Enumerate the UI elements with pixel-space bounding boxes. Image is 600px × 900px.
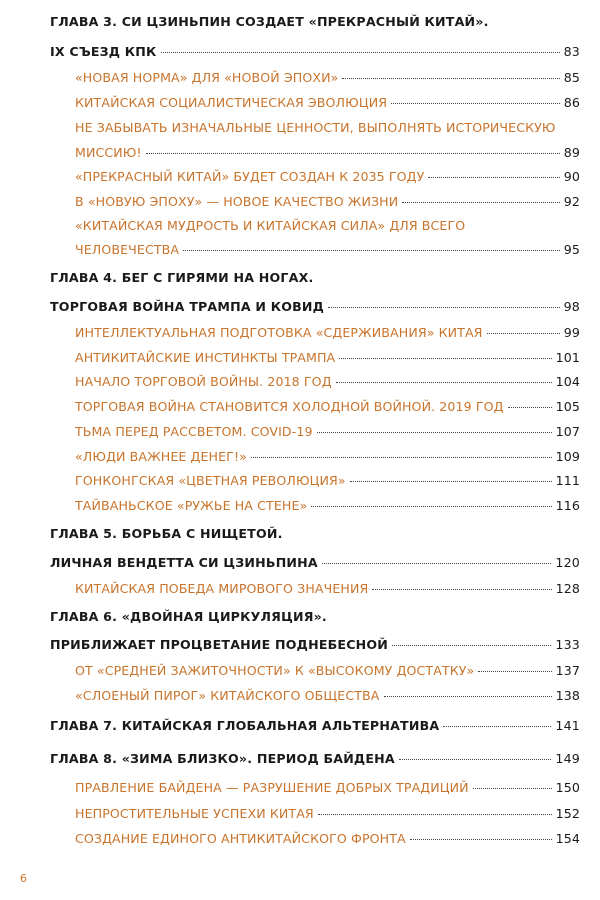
toc-entry-page: 149 [555,751,580,766]
leader-dots [508,407,552,408]
toc-entry-page: 150 [555,780,580,795]
toc-entry [75,449,580,464]
toc-entry-title: «ЛЮДИ ВАЖНЕЕ ДЕНЕГ!» [75,449,247,464]
toc-entry-page: 107 [555,424,580,439]
toc-entry-page: 120 [555,555,580,570]
toc-entry-title: «СЛОЕНЫЙ ПИРОГ» КИТАЙСКОГО ОБЩЕСТВА [75,688,380,703]
toc-entry-page: 109 [555,449,580,464]
toc-entry [50,270,580,285]
toc-entry-page: 99 [563,325,580,340]
leader-dots [428,177,559,178]
toc-entry-title: СОЗДАНИЕ ЕДИНОГО АНТИКИТАЙСКОГО ФРОНТА [75,831,406,846]
toc-entry [50,555,580,570]
toc-entry-page: 83 [563,44,580,59]
toc-entry [75,95,580,110]
toc-entry-title: НЕПРОСТИТЕЛЬНЫЕ УСПЕХИ КИТАЯ [75,806,314,821]
toc-entry [75,70,580,85]
toc-entry [75,169,580,184]
toc-entry-title: АНТИКИТАЙСКИЕ ИНСТИНКТЫ ТРАМПА [75,350,336,365]
leader-dots [350,481,552,482]
toc-entry-page: 89 [563,145,580,160]
leader-dots [391,103,560,104]
toc-entry [50,609,580,624]
toc-entry [75,145,580,160]
toc-entry-page: 152 [555,806,580,821]
toc-entry [75,688,580,703]
toc-entry [75,831,580,846]
toc-entry-page: 141 [555,718,580,733]
toc-entry [75,399,580,414]
toc-entry [50,299,580,314]
leader-dots [372,589,551,590]
toc-entry [75,806,580,821]
toc-entry-title: ТАЙВАНЬСКОЕ «РУЖЬЕ НА СТЕНЕ» [75,498,308,513]
toc-entry-title: «ПРЕКРАСНЫЙ КИТАЙ» БУДЕТ СОЗДАН К 2035 ГОДУ [75,169,425,184]
toc-entry-page: 101 [555,350,580,365]
toc-entry-page: 95 [563,242,580,257]
toc-entry-page: 138 [555,688,580,703]
leader-dots [402,202,560,203]
toc-entry-page: 116 [555,498,580,513]
leader-dots [251,457,552,458]
toc-entry [50,751,580,766]
leader-dots [336,382,552,383]
toc-entry-title: ГОНКОНГСКАЯ «ЦВЕТНАЯ РЕВОЛЮЦИЯ» [75,473,346,488]
toc-entry-page: 128 [555,581,580,596]
leader-dots [399,759,552,760]
toc-entry-title: КИТАЙСКАЯ СОЦИАЛИСТИЧЕСКАЯ ЭВОЛЮЦИЯ [75,95,388,110]
toc-entry [50,14,580,29]
toc-entry [75,242,580,257]
toc-entry [75,325,580,340]
toc-entry-title: IX СЪЕЗД КПК [50,44,157,59]
toc-entry [75,374,580,389]
toc-entry-page: 92 [563,194,580,209]
toc-entry [75,424,580,439]
toc-entry-title: МИССИЮ! [75,145,142,160]
leader-dots [342,78,559,79]
toc-entry-title: ОТ «СРЕДНЕЙ ЗАЖИТОЧНОСТИ» К «ВЫСОКОМУ ДОСТАТКУ» [75,663,475,678]
leader-dots [311,506,551,507]
toc-entry-title: НЕ ЗАБЫВАТЬ ИЗНАЧАЛЬНЫЕ ЦЕННОСТИ, ВЫПОЛНЯТЬ ИСТОРИЧЕСКУЮ [75,120,556,135]
toc-entry-title: ЛИЧНАЯ ВЕНДЕТТА СИ ЦЗИНЬПИНА [50,555,318,570]
toc-entry [75,218,580,233]
toc-entry-page: 85 [563,70,580,85]
toc-entry-title: В «НОВУЮ ЭПОХУ» — НОВОЕ КАЧЕСТВО ЖИЗНИ [75,194,399,209]
toc-entry-page: 98 [563,299,580,314]
toc-entry-title: ТОРГОВАЯ ВОЙНА ТРАМПА И КОВИД [50,299,325,314]
toc-entry-page: 111 [555,473,580,488]
toc-entry [50,718,580,733]
leader-dots [339,358,551,359]
toc-entry-title: ПРИБЛИЖАЕТ ПРОЦВЕТАНИЕ ПОДНЕБЕСНОЙ [50,637,389,652]
leader-dots [384,696,552,697]
toc-entry-title: ПРАВЛЕНИЕ БАЙДЕНА — РАЗРУШЕНИЕ ДОБРЫХ ТРАДИЦИЙ [75,780,469,795]
toc-entry [75,581,580,596]
leader-dots [478,671,551,672]
toc-entry-title: ИНТЕЛЛЕКТУАЛЬНАЯ ПОДГОТОВКА «СДЕРЖИВАНИЯ» КИТАЯ [75,325,483,340]
toc-entry [75,498,580,513]
toc-entry-page: 137 [555,663,580,678]
toc-entry [50,44,580,59]
toc-entry-page: 105 [555,399,580,414]
toc-entry-title: ТЬМА ПЕРЕД РАССВЕТОМ. COVID-19 [75,424,313,439]
leader-dots [317,432,552,433]
toc-entry-page: 133 [555,637,580,652]
toc-entry [75,780,580,795]
leader-dots [392,645,551,646]
toc-entry [50,637,580,652]
leader-dots [322,563,551,564]
leader-dots [318,814,552,815]
leader-dots [183,250,560,251]
toc-entry-title: ГЛАВА 7. КИТАЙСКАЯ ГЛОБАЛЬНАЯ АЛЬТЕРНАТИВА [50,718,440,733]
toc-entry-page: 154 [555,831,580,846]
toc-entry [50,526,580,541]
toc-entry-page: 90 [563,169,580,184]
toc-entry-title: ГЛАВА 8. «ЗИМА БЛИЗКО». ПЕРИОД БАЙДЕНА [50,751,395,766]
toc-entry [75,473,580,488]
toc-entry-page: 104 [555,374,580,389]
toc-entry-title: ГЛАВА 4. БЕГ С ГИРЯМИ НА НОГАХ. [50,270,314,285]
leader-dots [328,307,560,308]
leader-dots [161,52,560,53]
toc-entry-title: «КИТАЙСКАЯ МУДРОСТЬ И КИТАЙСКАЯ СИЛА» ДЛЯ ВСЕГО [75,218,466,233]
page-number: 6 [20,872,27,885]
toc-entry [75,350,580,365]
toc-entry-title: ГЛАВА 3. СИ ЦЗИНЬПИН СОЗДАЕТ «ПРЕКРАСНЫЙ КИТАЙ». [50,14,489,29]
leader-dots [146,153,560,154]
leader-dots [487,333,560,334]
toc-entry-title: КИТАЙСКАЯ ПОБЕДА МИРОВОГО ЗНАЧЕНИЯ [75,581,369,596]
toc-entry-title: ЧЕЛОВЕЧЕСТВА [75,242,180,257]
toc-entry-title: ТОРГОВАЯ ВОЙНА СТАНОВИТСЯ ХОЛОДНОЙ ВОЙНОЙ. 2019 ГОД [75,399,504,414]
toc-entry [75,663,580,678]
toc-entry-title: ГЛАВА 5. БОРЬБА С НИЩЕТОЙ. [50,526,283,541]
toc-entry-page: 86 [563,95,580,110]
toc-entry-title: НАЧАЛО ТОРГОВОЙ ВОЙНЫ. 2018 ГОД [75,374,332,389]
toc-entry-title: ГЛАВА 6. «ДВОЙНАЯ ЦИРКУЛЯЦИЯ». [50,609,327,624]
toc-entry-title: «НОВАЯ НОРМА» ДЛЯ «НОВОЙ ЭПОХИ» [75,70,339,85]
leader-dots [443,726,551,727]
toc-entry [75,120,580,135]
toc-entry [75,194,580,209]
leader-dots [473,788,552,789]
leader-dots [410,839,552,840]
